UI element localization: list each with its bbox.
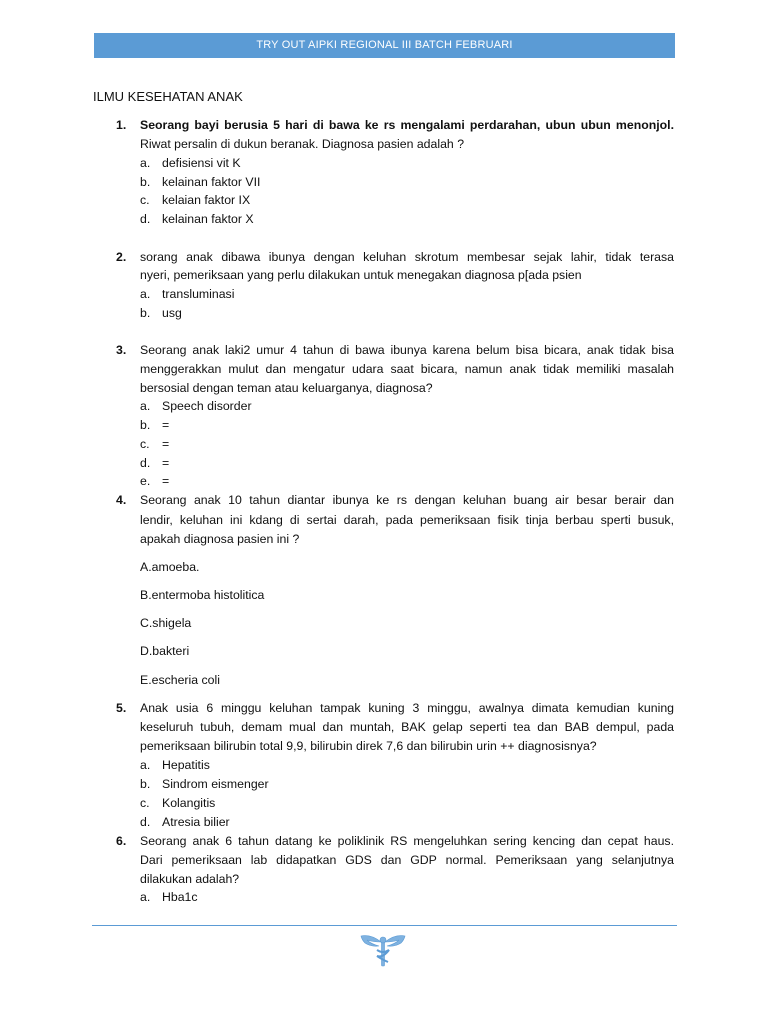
option-letter: d. xyxy=(140,212,151,226)
option-letter: b. xyxy=(140,306,151,320)
option-text: usg xyxy=(162,306,182,320)
question-number: 4. xyxy=(116,493,127,507)
option-text: B.entermoba histolitica xyxy=(140,588,265,602)
question-number: 6. xyxy=(116,834,127,848)
question-line: menggerakkan mulut dan mengatur udara saat bicara, namun anak tidak memiliki masalah xyxy=(140,362,674,376)
option-letter: b. xyxy=(140,175,151,189)
footer-divider xyxy=(92,925,677,926)
option-letter: c. xyxy=(140,193,150,207)
option-letter: c. xyxy=(140,437,150,451)
section-title: ILMU KESEHATAN ANAK xyxy=(93,89,243,104)
option-letter: c. xyxy=(140,796,150,810)
option-text: Hepatitis xyxy=(162,758,210,772)
question-line: Seorang anak 10 tahun diantar ibunya ke rs dengan keluhan buang air besar berair dan xyxy=(140,493,674,507)
option-text: kelaian faktor IX xyxy=(162,193,251,207)
option-letter: b. xyxy=(140,777,151,791)
question-line: pemeriksaan bilirubin total 9,9, bilirubin direk 7,6 dan bilirubin urin ++ diagnosisnya? xyxy=(140,739,597,753)
option-letter: d. xyxy=(140,815,151,829)
question-line: Seorang anak 6 tahun datang ke poliklinik RS mengeluhkan sering kencing dan cepat haus. xyxy=(140,834,674,848)
option-text: = xyxy=(162,437,170,451)
option-letter: a. xyxy=(140,890,151,904)
option-text: C.shigela xyxy=(140,616,192,630)
option-text: transluminasi xyxy=(162,287,235,301)
option-text: kelainan faktor X xyxy=(162,212,254,226)
question-number: 5. xyxy=(116,701,127,715)
question-line: bersosial dengan teman atau keluarganya, diagnosa? xyxy=(140,381,433,395)
option-text: Kolangitis xyxy=(162,796,216,810)
option-text: = xyxy=(162,456,170,470)
header-bar xyxy=(94,33,675,58)
question-line: Dari pemeriksaan lab didapatkan GDS dan GDP normal. Pemeriksaan yang selanjutnya xyxy=(140,853,674,867)
option-text: Speech disorder xyxy=(162,399,252,413)
question-number: 3. xyxy=(116,343,127,357)
question-line: nyeri, pemeriksaan yang perlu dilakukan untuk menegakan diagnosa p[ada psien xyxy=(140,268,582,282)
option-text: defisiensi vit K xyxy=(162,156,241,170)
option-letter: a. xyxy=(140,156,151,170)
option-letter: e. xyxy=(140,474,151,488)
question-line: keseluruh tubuh, demam mual dan muntah, BAK gelap seperti tea dan BAB dempul, pada xyxy=(140,720,674,734)
question-line: Anak usia 6 minggu keluhan tampak kuning 3 minggu, awalnya dimata kemudian kuning xyxy=(140,701,674,715)
question-line: Seorang bayi berusia 5 hari di bawa ke rs mengalami perdarahan, ubun ubun menonjol. xyxy=(140,118,674,132)
option-letter: b. xyxy=(140,418,151,432)
question-line: lendir, keluhan ini kdang di sertai darah, pada pemeriksaan fisik tinja berbau sperti busuk, xyxy=(140,513,674,527)
option-text: = xyxy=(162,418,170,432)
header-title: TRY OUT AIPKI REGIONAL III BATCH FEBRUARI xyxy=(256,39,513,51)
option-letter: d. xyxy=(140,456,151,470)
question-line: Riwat persalin di dukun beranak. Diagnosa pasien adalah ? xyxy=(140,137,465,151)
question-line: Seorang anak laki2 umur 4 tahun di bawa ibunya karena belum bisa bicara, anak tidak bisa xyxy=(140,343,674,357)
question-line: apakah diagnosa pasien ini ? xyxy=(140,532,300,546)
option-text: Sindrom eismenger xyxy=(162,777,269,791)
question-line: sorang anak dibawa ibunya dengan keluhan skrotum membesar sejak lahir, tidak terasa xyxy=(140,250,674,264)
option-text: D.bakteri xyxy=(140,644,190,658)
option-text: kelainan faktor VII xyxy=(162,175,261,189)
question-number: 1. xyxy=(116,118,127,132)
option-text: Atresia bilier xyxy=(162,815,230,829)
option-text: E.escheria coli xyxy=(140,673,220,687)
option-text: A.amoeba. xyxy=(140,560,200,574)
option-letter: a. xyxy=(140,287,151,301)
option-text: = xyxy=(162,474,170,488)
question-number: 2. xyxy=(116,250,127,264)
option-text: Hba1c xyxy=(162,890,198,904)
question-line: dilakukan adalah? xyxy=(140,872,240,886)
option-letter: a. xyxy=(140,399,151,413)
option-letter: a. xyxy=(140,758,151,772)
caduceus-logo-icon xyxy=(357,932,409,968)
